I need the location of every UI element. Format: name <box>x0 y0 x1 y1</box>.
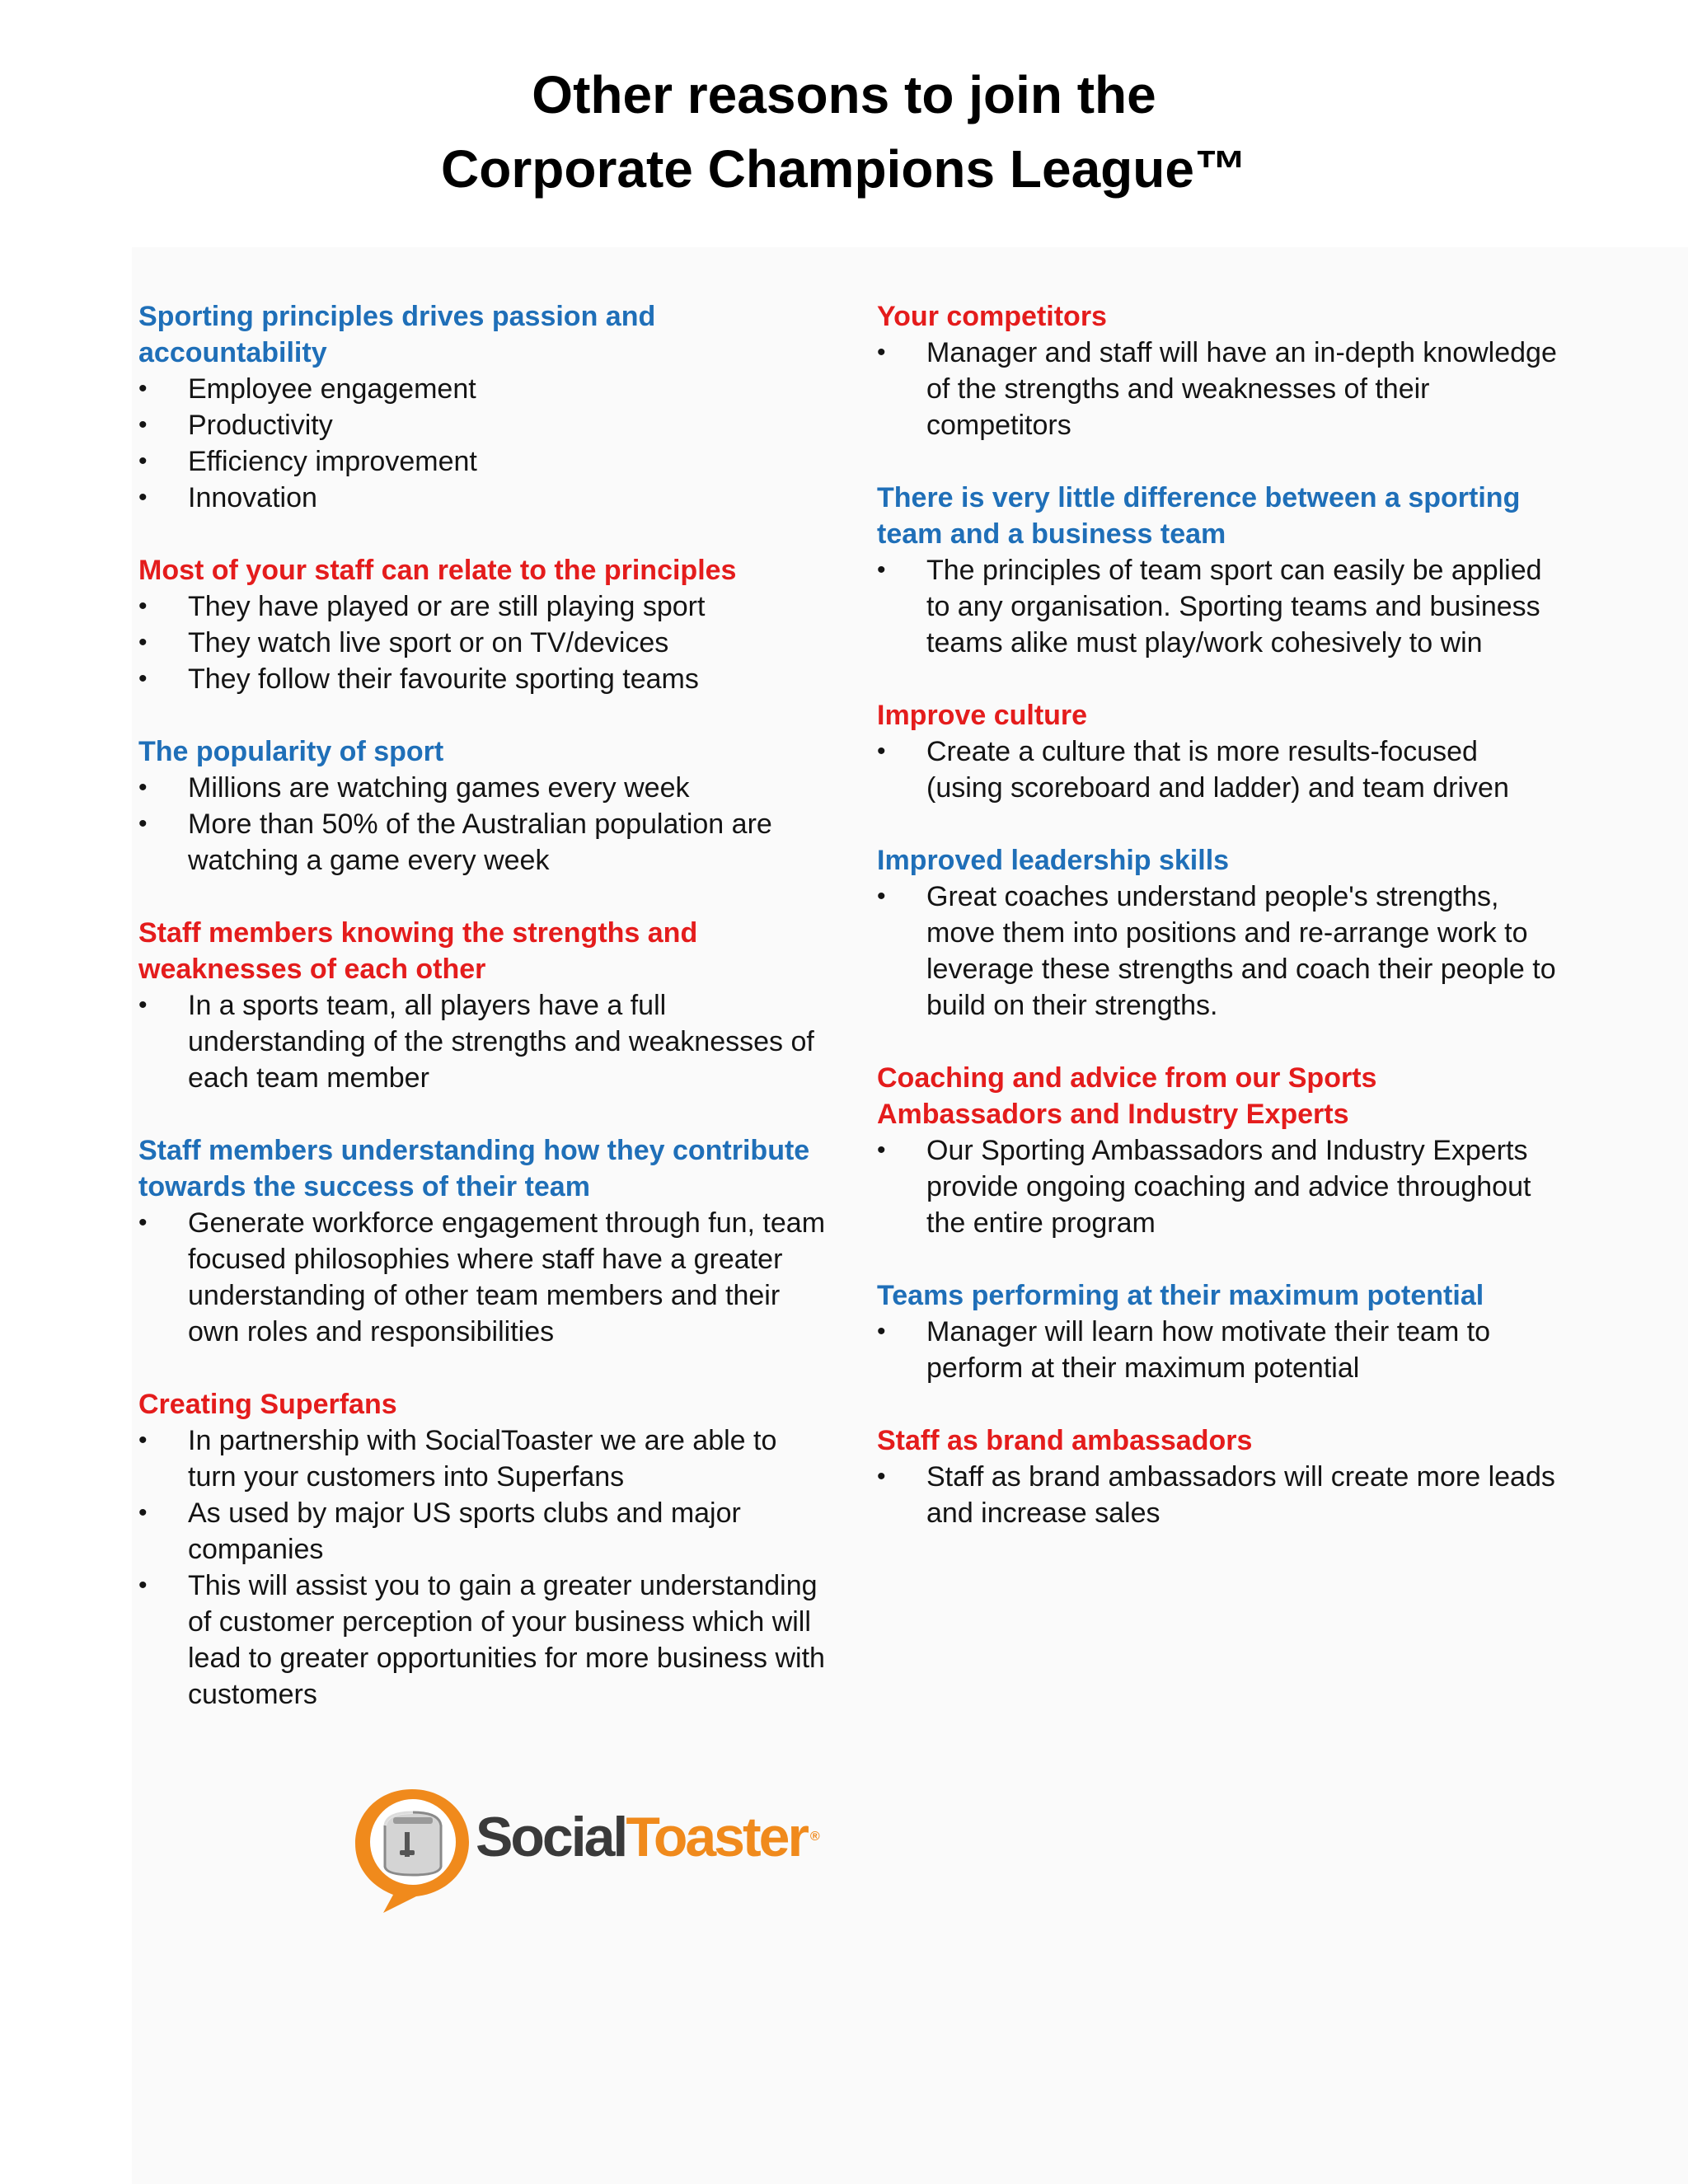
bullet-text: Employee engagement <box>188 373 476 405</box>
bullet-icon: • <box>877 883 886 910</box>
bullet-text: Productivity <box>188 410 333 441</box>
bullet-text: Great coaches understand people's strengths, move them into positions and re-arrange work to leverage these strengths and coach their people to build on their strengths. <box>926 881 1556 1021</box>
bullet-icon: • <box>138 991 148 1019</box>
bullet-item <box>877 733 1561 806</box>
bullet-icon: • <box>138 484 148 511</box>
section-heading: Staff members knowing the strengths and weaknesses of each other <box>138 917 698 985</box>
bullet-icon: • <box>877 339 886 366</box>
section <box>877 1060 1561 1241</box>
bullet-item <box>877 1314 1561 1386</box>
bullet-item <box>138 987 831 1096</box>
page-title <box>0 58 1688 206</box>
bullet-icon: • <box>138 1572 148 1599</box>
title-line-2: Corporate Champions League™ <box>441 139 1247 199</box>
bullet-icon: • <box>877 1318 886 1345</box>
section-heading: Sporting principles drives passion and accountability <box>138 301 656 368</box>
right-column <box>877 298 1561 1568</box>
bullet-list <box>138 1205 831 1350</box>
section <box>138 1386 831 1713</box>
bullet-item <box>138 407 831 443</box>
section-heading: Improve culture <box>877 700 1088 731</box>
bullet-item <box>138 371 831 407</box>
bullet-list <box>877 733 1561 806</box>
bullet-list <box>877 1459 1561 1531</box>
bullet-item <box>877 335 1561 443</box>
bullet-item <box>138 806 831 879</box>
bullet-item <box>138 588 831 625</box>
bullet-item <box>138 1568 831 1713</box>
bullet-item <box>877 552 1561 661</box>
bullet-text: Efficiency improvement <box>188 446 477 477</box>
bullet-text: As used by major US sports clubs and major companies <box>188 1497 741 1565</box>
bullet-icon: • <box>138 448 148 475</box>
section <box>877 480 1561 661</box>
bullet-text: Staff as brand ambassadors will create more leads and increase sales <box>926 1461 1555 1529</box>
bullet-icon: • <box>138 593 148 620</box>
logo-text-social: Social <box>476 1806 626 1868</box>
toaster-speech-bubble-icon <box>350 1784 474 1916</box>
bullet-item <box>138 480 831 516</box>
left-column <box>138 298 831 1749</box>
section <box>138 1132 831 1350</box>
bullet-item <box>877 879 1561 1024</box>
bullet-list <box>877 1314 1561 1386</box>
bullet-icon: • <box>877 1137 886 1164</box>
bullet-icon: • <box>138 774 148 801</box>
bullet-item <box>138 625 831 661</box>
bullet-list <box>138 588 831 697</box>
bullet-icon: • <box>138 665 148 692</box>
bullet-text: They follow their favourite sporting teams <box>188 663 699 695</box>
bullet-text: The principles of team sport can easily be applied to any organisation. Sporting teams and business teams alike must play/work cohesively to win <box>926 555 1542 658</box>
section-heading: Staff members understanding how they contribute towards the success of their team <box>138 1135 810 1202</box>
bullet-item <box>138 1205 831 1350</box>
bullet-list <box>877 552 1561 661</box>
section <box>138 915 831 1096</box>
section-heading: Creating Superfans <box>138 1389 397 1420</box>
section <box>138 552 831 697</box>
bullet-text: Create a culture that is more results-focused (using scoreboard and ladder) and team driven <box>926 736 1509 804</box>
section <box>138 733 831 879</box>
bullet-text: In partnership with SocialToaster we are able to turn your customers into Superfans <box>188 1425 777 1493</box>
bullet-list <box>138 987 831 1096</box>
section-heading: The popularity of sport <box>138 736 444 767</box>
bullet-list <box>138 770 831 879</box>
bullet-icon: • <box>138 375 148 402</box>
bullet-item <box>877 1459 1561 1531</box>
section <box>138 298 831 516</box>
bullet-text: They watch live sport or on TV/devices <box>188 627 669 658</box>
bullet-text: In a sports team, all players have a full understanding of the strengths and weaknesses of each team member <box>188 990 814 1094</box>
section <box>877 697 1561 806</box>
section-heading: Coaching and advice from our Sports Ambassadors and Industry Experts <box>877 1062 1377 1130</box>
bullet-icon: • <box>877 556 886 583</box>
bullet-list <box>877 1132 1561 1241</box>
section <box>877 842 1561 1024</box>
bullet-text: More than 50% of the Australian population are watching a game every week <box>188 808 772 876</box>
bullet-item <box>138 443 831 480</box>
bullet-icon: • <box>877 1463 886 1490</box>
section-heading: There is very little difference between a sporting team and a business team <box>877 482 1521 550</box>
bullet-icon: • <box>138 1499 148 1526</box>
section-heading: Staff as brand ambassadors <box>877 1425 1253 1456</box>
bullet-icon: • <box>138 1209 148 1236</box>
section-heading: Most of your staff can relate to the principles <box>138 555 737 586</box>
bullet-icon: • <box>138 1427 148 1454</box>
section-heading: Your competitors <box>877 301 1107 332</box>
bullet-item <box>138 770 831 806</box>
section-heading: Teams performing at their maximum potential <box>877 1280 1484 1311</box>
socialtoaster-logo <box>350 1784 820 1916</box>
section-heading: Improved leadership skills <box>877 845 1230 876</box>
bullet-text: They have played or are still playing sport <box>188 591 706 622</box>
bullet-item <box>138 1422 831 1495</box>
logo-wordmark <box>476 1804 820 1870</box>
logo-registered-mark: ® <box>809 1830 820 1844</box>
section <box>877 298 1561 443</box>
bullet-text: Generate workforce engagement through fun, team focused philosophies where staff have a greater understanding of other team members and their own roles and responsibilities <box>188 1207 826 1347</box>
bullet-list <box>877 335 1561 443</box>
section <box>877 1277 1561 1386</box>
bullet-icon: • <box>138 810 148 837</box>
bullet-icon: • <box>138 629 148 656</box>
bullet-text: This will assist you to gain a greater understanding of customer perception of your business which will lead to greater opportunities for more business with customers <box>188 1570 825 1710</box>
bullet-item <box>138 661 831 697</box>
bullet-text: Innovation <box>188 482 317 513</box>
bullet-text: Manager will learn how motivate their team to perform at their maximum potential <box>926 1316 1491 1384</box>
bullet-list <box>138 1422 831 1713</box>
bullet-icon: • <box>138 411 148 438</box>
title-line-1: Other reasons to join the <box>532 65 1156 124</box>
bullet-item <box>138 1495 831 1568</box>
bullet-text: Millions are watching games every week <box>188 772 690 804</box>
bullet-text: Manager and staff will have an in-depth knowledge of the strengths and weaknesses of their competitors <box>926 337 1557 441</box>
bullet-item <box>877 1132 1561 1241</box>
section <box>877 1422 1561 1531</box>
logo-text-toaster: Toaster <box>626 1806 807 1868</box>
bullet-icon: • <box>877 738 886 765</box>
bullet-list <box>877 879 1561 1024</box>
bullet-list <box>138 371 831 516</box>
bullet-text: Our Sporting Ambassadors and Industry Experts provide ongoing coaching and advice throughout the entire program <box>926 1135 1531 1239</box>
